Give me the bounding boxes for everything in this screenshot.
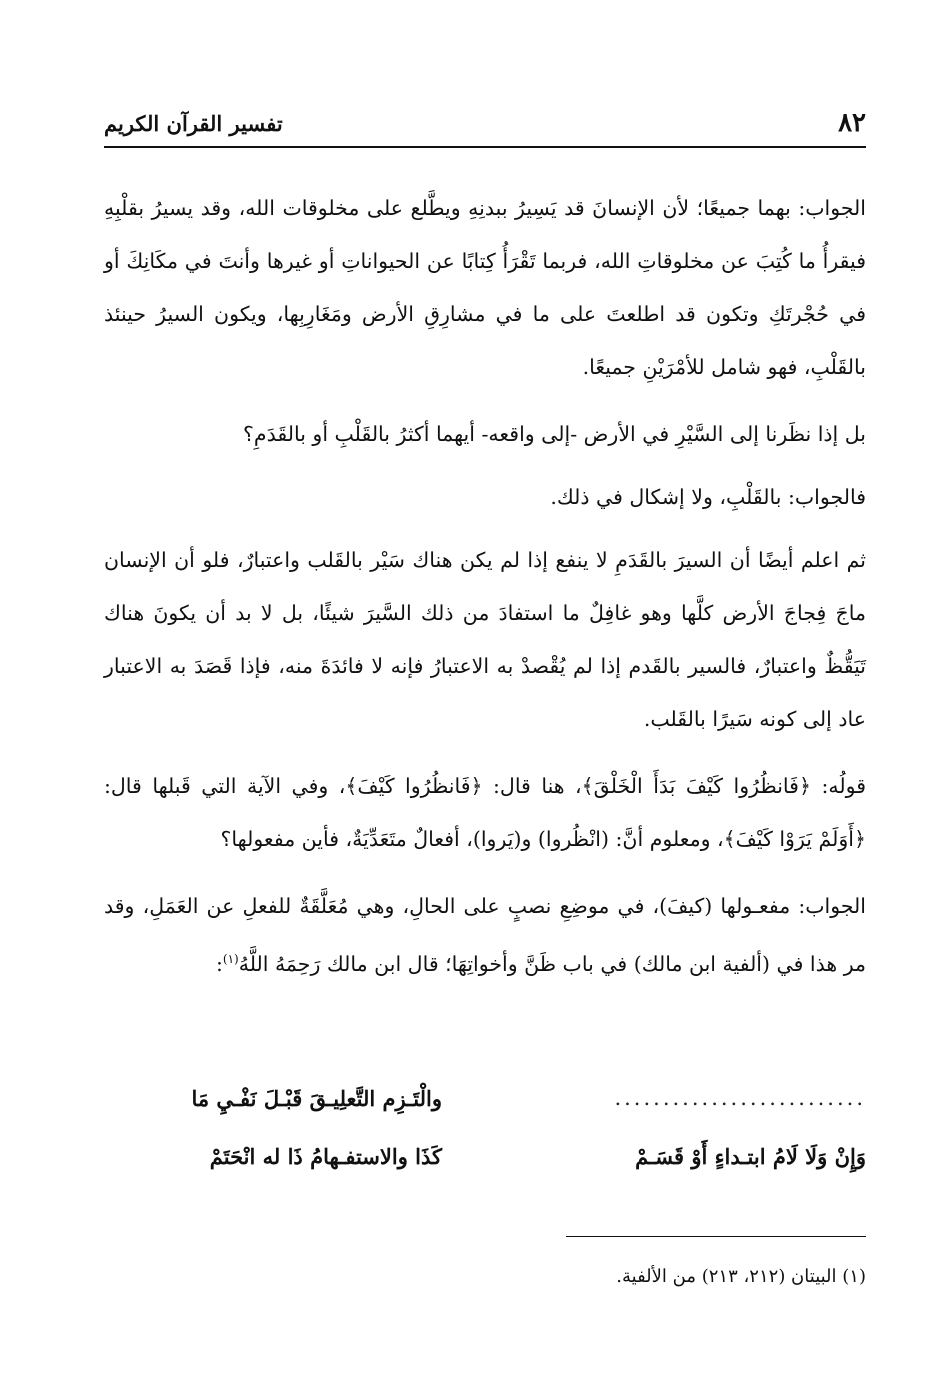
paragraph: ثم اعلم أيضًا أن السيرَ بالقَدَمِ لا ينفع إذا لم يكن هناك سَيْر بالقَلب واعتبارٌ، فلو أن الإنسان ماجَ فِجاجَ الأرض كلَّها وهو غافِلٌ ما استفادَ من ذلك السَّيرَ شيئًا، بل لا بد أن يكونَ هناك تَيَقُّظٌ واعتبارٌ، فالسير بالقَدم إذا لم يُقْصدْ به الاعتبارُ فإنه لا فائدَةَ منه، فإذا قَصَدَ به الاعتبار عاد إلى كونه سَيرًا بالقَلب. <box>104 548 866 731</box>
paragraph-text: الجواب: مفعـولها (كيفَ)، في موضِعِ نصبٍ على الحالِ، وهي مُعَلَّقَةٌ للفعلِ عن العَمَلِ، وقد مر هذا في (ألفية ابن مالك) في باب ظَنَّ وأخواتِهَا؛ قال ابن مالك <box>104 894 866 976</box>
page-number: ٨٢ <box>838 108 866 138</box>
paragraph: بل إذا نظَرنا إلى السَّيْرِ في الأرض -إلى واقعه- أيهما أكثرُ بالقَلْبِ أو بالقَدَمِ؟ <box>243 422 866 446</box>
paragraph: قولُه: ﴿فَانظُرُوا كَيْفَ بَدَأَ الْخَلْقَ﴾، هنا قال: ﴿فَانظُرُوا كَيْفَ﴾، وفي الآية التي قَبلها قال: ﴿أَوَلَمْ يَرَوْا كَيْفَ﴾، ومعلوم أنَّ: (انْظُروا) و(يَروا)، أفعالٌ متَعَدِّيَةٌ، فأين مفعولها؟ <box>104 774 866 851</box>
poem-verses <box>104 1086 866 1216</box>
verse-hemistich: كَذَا والاستفـهامُ ذَا له انْحَتَمْ <box>209 1144 442 1169</box>
verse-hemistich: وَإِنْ وَلَا لَامُ ابتـداءٍ أَوْ قَسَـمْ <box>635 1144 866 1169</box>
honorific: رَحِمَهُ اللَّهُ <box>238 951 321 976</box>
footnote-marker: (١) <box>222 952 239 966</box>
footnote: (١) البيتان (٢١٢، ٢١٣) من الألفية. <box>616 1266 866 1287</box>
verse-ellipsis: .......................... <box>614 1086 866 1110</box>
paragraph: الجواب: بهما جميعًا؛ لأن الإنسانَ قد يَسِيرُ ببدنِهِ ويطَّلع على مخلوقات الله، وقد يسيرُ بقلْبِهِ فيقرأُ ما كُتِبَ عن مخلوقاتِ الله، فربما تَقْرَأُ كِتابًا عن الحيواناتِ أو غيرها وأنتَ في مكَانِكَ أو في حُجْرتَكِ وتكون قد اطلعتَ على ما في مشارِقِ الأرض ومَغَارِبِها، ويكون السيرُ حينئذ بالقَلْبِ، فهو شامل للأمْرَيْنِ جميعًا. <box>104 196 866 379</box>
main-text <box>104 182 866 1005</box>
book-title: تفسير القرآن الكريم <box>104 111 283 136</box>
header-rule <box>104 146 866 148</box>
verse-row <box>104 1086 866 1144</box>
page-header <box>104 106 866 142</box>
colon: : <box>215 951 223 976</box>
verse-hemistich: والْتَـزِم التَّعلِيـقَ قَبْـلَ نَفْـيِ مَا <box>191 1086 442 1111</box>
paragraph <box>104 880 866 991</box>
verse-row <box>104 1144 866 1202</box>
paragraph: فالجواب: بالقَلْبِ، ولا إشكال في ذلك. <box>550 485 866 509</box>
